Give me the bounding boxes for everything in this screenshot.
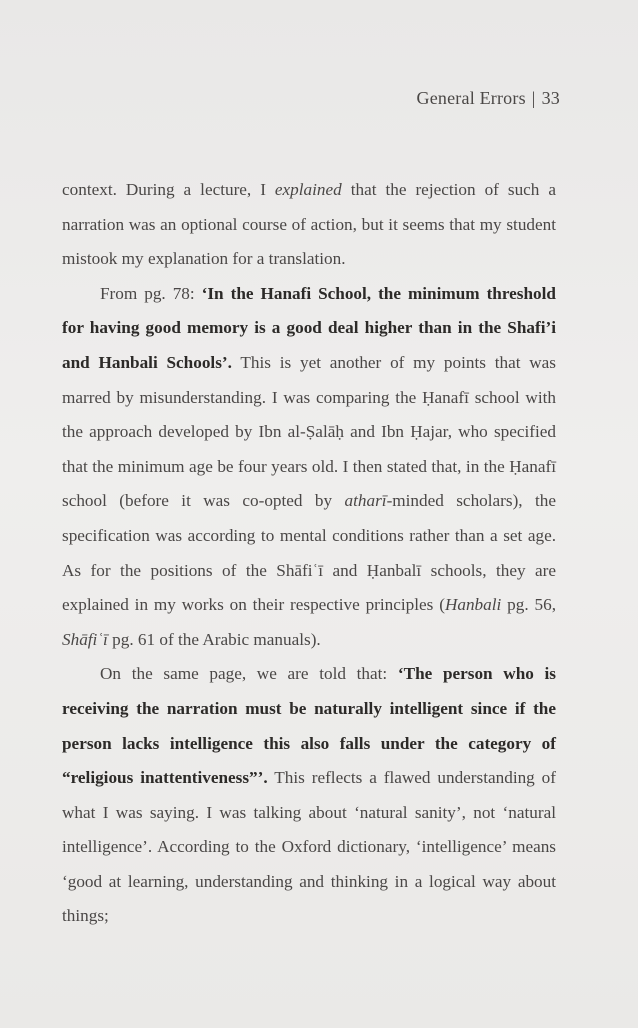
body-text [62, 173, 556, 934]
p1-text-c: that the rejection of such a narration was an optional course of action, but it seems that my student mistook my explanation for a translation. [62, 180, 556, 269]
page-number: 33 [541, 88, 560, 108]
section-title: General Errors [416, 88, 526, 108]
p2-text-g: pg. 56, [501, 595, 556, 615]
running-header [417, 88, 560, 109]
paragraph-1 [62, 173, 556, 277]
p3-text-a: On the same page, we are told that: [100, 664, 398, 684]
p1-italic-explained: explained [274, 180, 342, 199]
p2-text-e: -minded scholars), the specification was according to mental conditions rather than a set age. As for the positions of the Shāfiʿī and Ḥanbalī schools, they are explained in my works on their respective principles ( [62, 491, 556, 615]
p3-bold-quote: ‘The person who is receiving the narration must be naturally intelligent since if the person lacks intelligence this also falls under the category of “religious inattentiveness”’. [62, 664, 556, 788]
p2-italic-shafii: Shāfiʿī [62, 629, 108, 649]
paragraph-2 [62, 277, 556, 658]
p2-text-c: This is yet another of my points that was marred by misunderstanding. I was comparing the Ḥanafī school with the approach developed by Ibn al-Ṣalāḥ and Ibn Ḥajar, who specified that the minimum age be four years old. I then stated that, in the Ḥanafī school (before it was co-opted by [62, 352, 556, 511]
p1-text-a: context. During a lecture, I [62, 180, 275, 199]
p2-text-i: pg. 61 of the Arabic manuals). [107, 629, 321, 649]
header-separator: | [531, 88, 536, 108]
p2-bold-quote: ‘In the Hanafi School, the minimum threshold for having good memory is a good deal higher than in the Shafi’i and Hanbali Schools’. [62, 283, 556, 372]
p2-text-a: From pg. 78: [100, 283, 202, 303]
paragraph-3 [62, 657, 556, 934]
p2-italic-athari: atharī [344, 491, 387, 511]
p2-italic-hanbali: Hanbali [444, 595, 502, 615]
p3-text-c: This reflects a flawed understanding of what I was saying. I was talking about ‘natural sanity’, not ‘natural intelligence’. According to the Oxford dictionary, ‘intelligence’ means ‘good at learning, understanding and thinking in a logical way about things; [62, 768, 556, 926]
